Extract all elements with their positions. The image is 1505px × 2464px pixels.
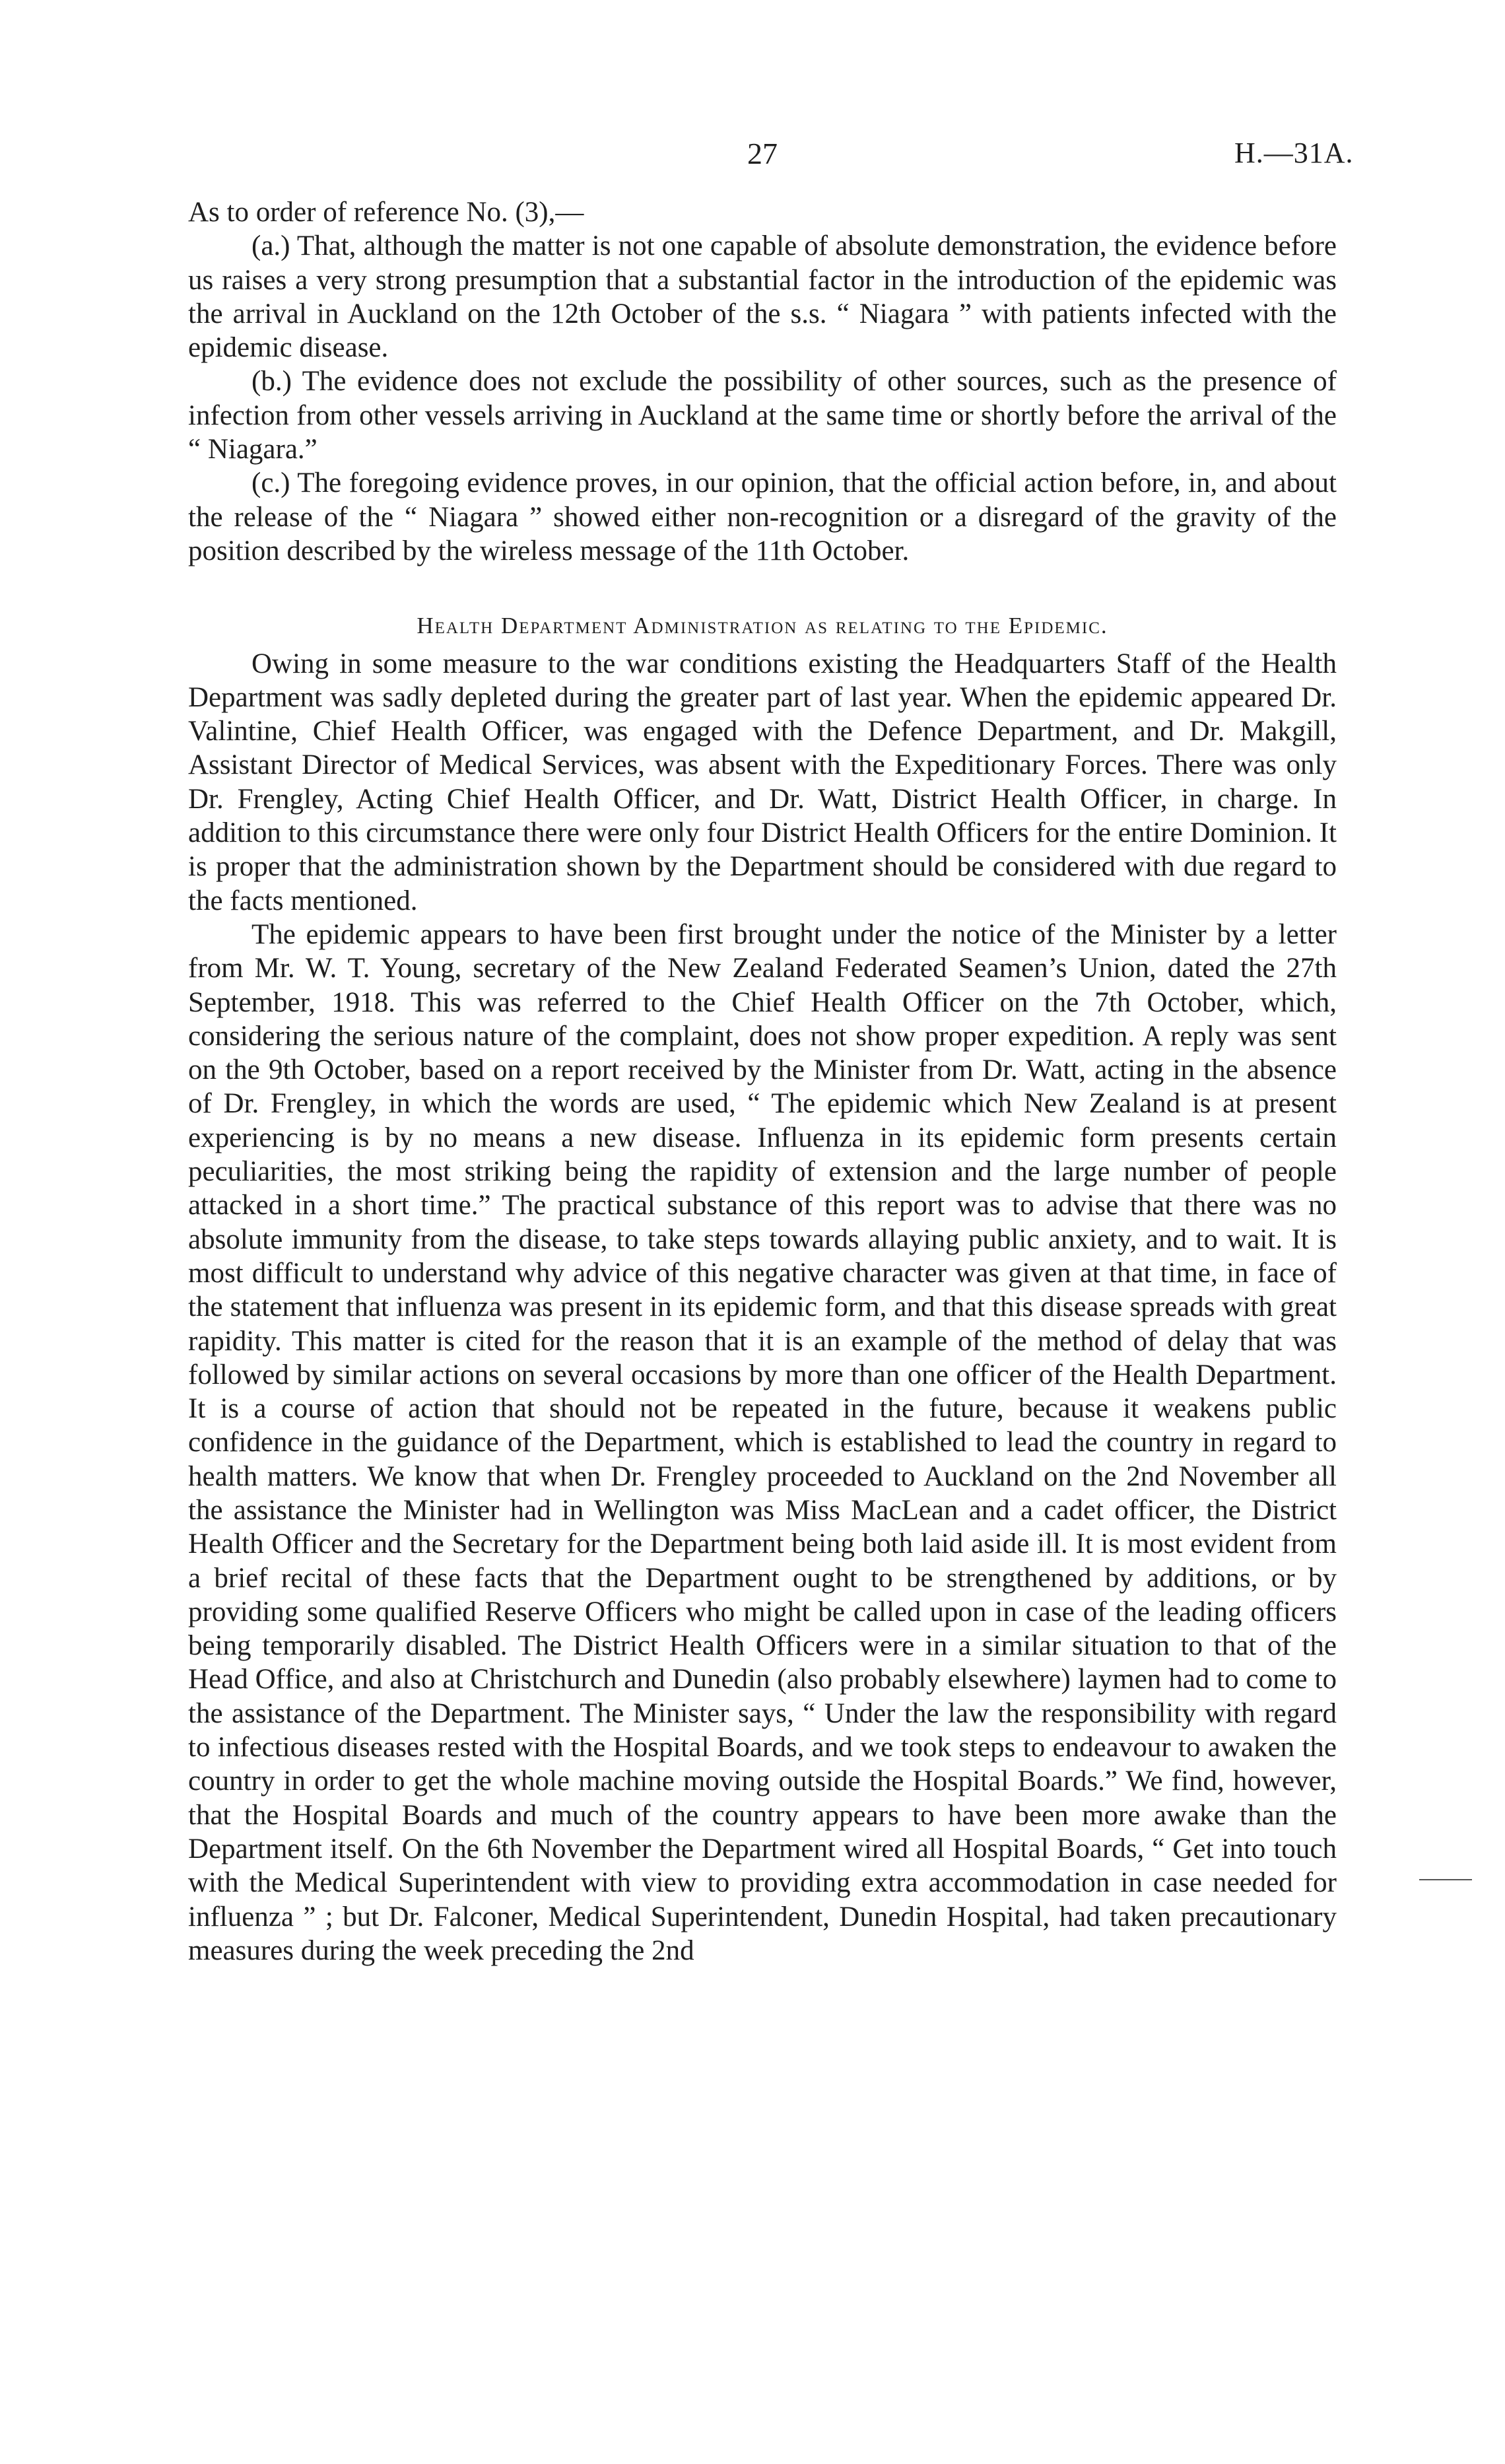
document-body	[188, 195, 1337, 1968]
section-heading: Health Department Administration as relating to the Epidemic.	[417, 613, 1108, 639]
document-reference: H.—31A.	[1234, 137, 1354, 169]
order-of-reference-intro: As to order of reference No. (3),—	[188, 197, 584, 228]
finding-b: (b.) The evidence does not exclude the possibility of other sources, such as the presence of infection from other vessels arriving in Auckland at the same time or shortly before the arrival of the “ Niagara.”	[188, 366, 1337, 465]
paragraph-headquarters-staff: Owing in some measure to the war conditions existing the Headquarters Staff of the Health Department was sadly depleted during the greater part of last year. When the epidemic appeared Dr. Valintine, Chief Health Officer, was engaged with the Defence Department, and Dr. Makgill, Assistant Director of Medical Services, was absent with the Expeditionary Forces. There was only Dr. Frengley, Acting Chief Health Officer, and Dr. Watt, District Health Officer, in charge. In addition to this circumstance there were only four District Health Officers for the entire Dominion. It is proper that the administration shown by the Department should be considered with due regard to the facts mentioned.	[188, 648, 1337, 916]
finding-c: (c.) The foregoing evidence proves, in our opinion, that the official action before, in, and about the release of the “ Niagara ” showed either non-recognition or a disregard of the gravity of the position described by the wireless message of the 11th October.	[188, 467, 1337, 566]
margin-mark	[1419, 1879, 1472, 1880]
page-header	[0, 136, 1505, 176]
finding-a: (a.) That, although the matter is not one capable of absolute demonstration, the evidence before us raises a very strong presumption that a substantial factor in the introduction of the epidemic was the arrival in Auckland on the 12th October of the s.s. “ Niagara ” with patients infected with the epidemic disease.	[188, 230, 1337, 364]
paragraph-epidemic-notice: The epidemic appears to have been first brought under the notice of the Minister by a letter from Mr. W. T. Young, secretary of the New Zealand Federated Seamen’s Union, dated the 27th September, 1918. This was referred to the Chief Health Officer on the 7th October, which, considering the serious nature of the complaint, does not show proper expedition. A reply was sent on the 9th October, based on a report received by the Minister from Dr. Watt, acting in the absence of Dr. Frengley, in which the words are used, “ The epidemic which New Zealand is at present experiencing is by no means a new disease. Influenza in its epidemic form presents certain peculiarities, the most striking being the rapidity of extension and the large number of people attacked in a short time.” The practical substance of this report was to advise that there was no absolute immunity from the disease, to take steps towards allaying public anxiety, and to wait. It is most difficult to understand why advice of this negative character was given at that time, in face of the statement that influenza was present in its epidemic form, and that this disease spreads with great rapidity. This matter is cited for the reason that it is an example of the method of delay that was followed by similar actions on several occasions by more than one officer of the Health Department. It is a course of action that should not be repeated in the future, because it weakens public confidence in the guidance of the Department, which is established to lead the country in regard to health matters. We know that when Dr. Frengley proceeded to Auckland on the 2nd November all the assistance the Minister had in Wellington was Miss MacLean and a cadet officer, the District Health Officer and the Secretary for the Department being both laid aside ill. It is most evident from a brief recital of these facts that the Department ought to be strengthened by additions, or by providing some qualified Reserve Officers who might be called upon in case of the leading officers being temporarily disabled. The District Health Officers were in a similar situation to that of the Head Office, and also at Christchurch and Dunedin (also probably elsewhere) laymen had to come to the assistance of the Department. The Minister says, “ Under the law the responsibility with regard to infectious diseases rested with the Hospital Boards, and we took steps to endeavour to awaken the country in order to get the whole machine moving outside the Hospital Boards.” We find, however, that the Hospital Boards and much of the country appears to have been more awake than the Department itself. On the 6th November the Department wired all Hospital Boards, “ Get into touch with the Medical Superintendent with view to providing extra accommodation in case needed for influenza ” ; but Dr. Falconer, Medical Superintendent, Dunedin Hospital, had taken precautionary measures during the week preceding the 2nd	[188, 918, 1337, 1966]
page-number: 27	[747, 137, 778, 170]
